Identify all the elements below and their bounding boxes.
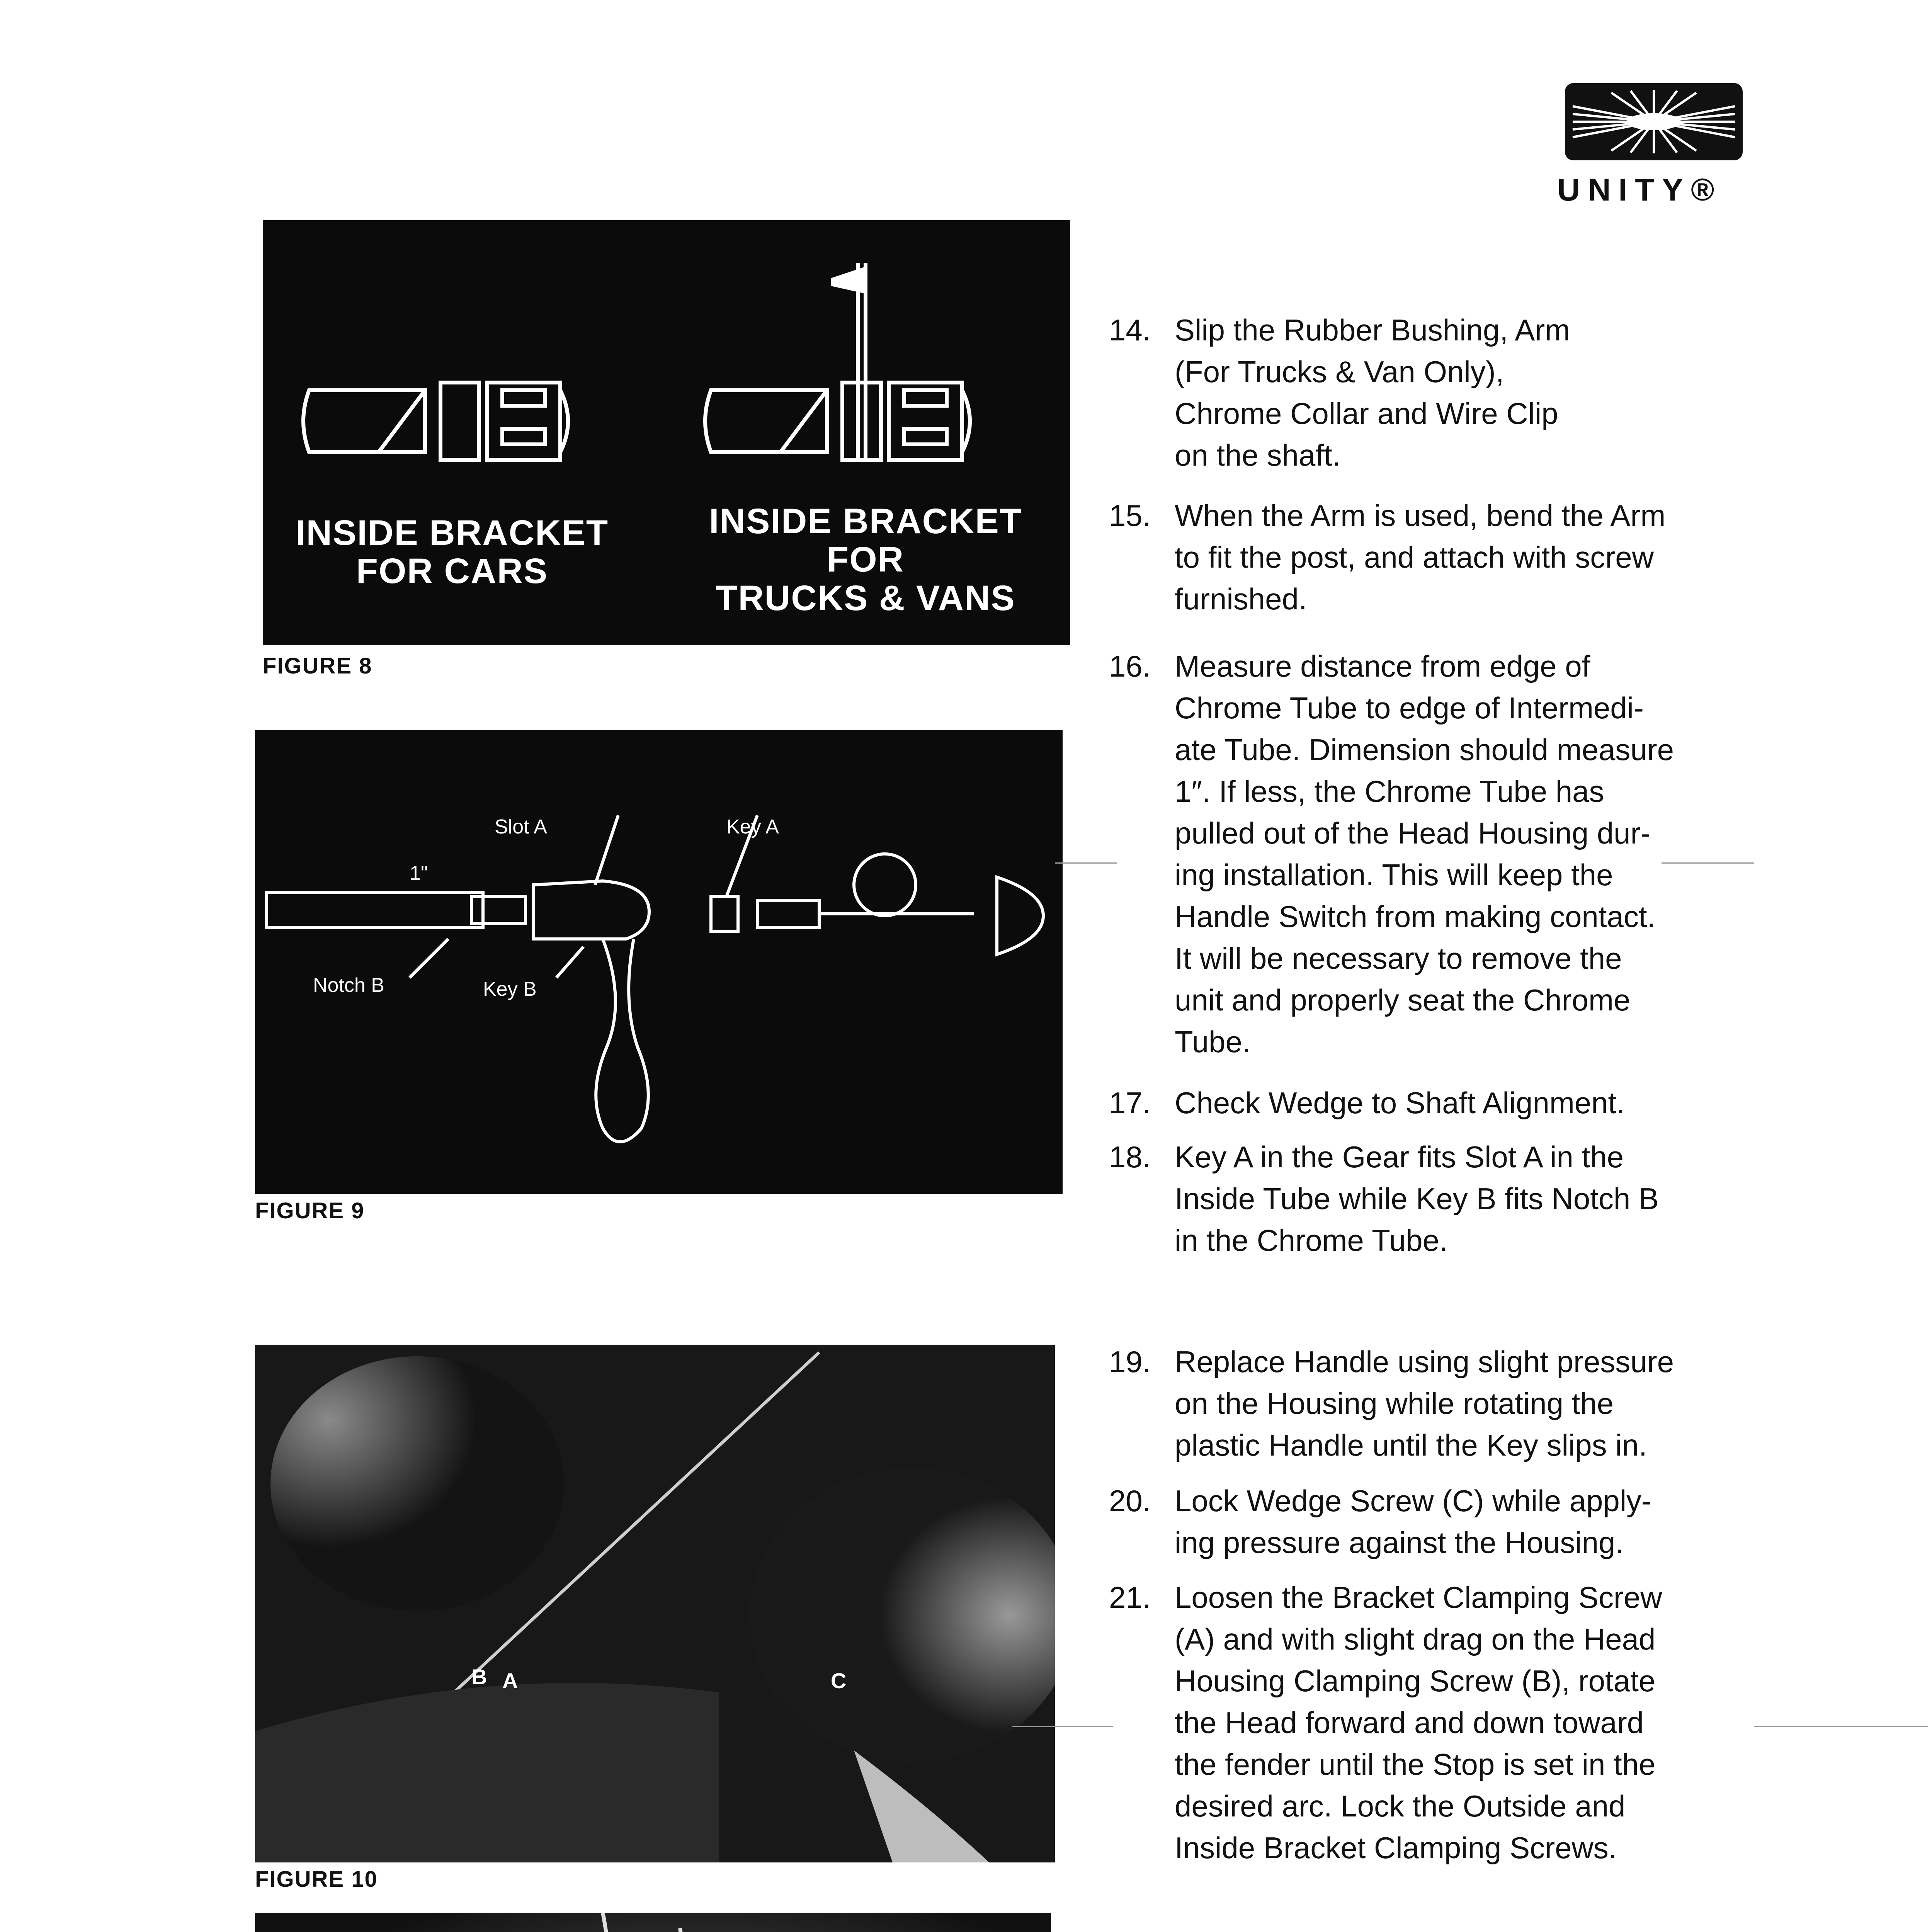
- step-number: 19.: [1109, 1345, 1151, 1379]
- figure-9-caption: FIGURE 9: [255, 1198, 365, 1223]
- step-number: 21.: [1109, 1580, 1151, 1614]
- step-number: 20.: [1109, 1484, 1151, 1518]
- step-number: 14.: [1109, 313, 1151, 347]
- scan-line: [1012, 1726, 1113, 1727]
- figure-8-illustration: [263, 220, 1070, 645]
- label-notch-b: Notch B: [313, 974, 384, 997]
- step-text: When the Arm is used, bend the Arm to fit the post, and attach with screw furnished.: [1175, 498, 1666, 616]
- figure-10-photo: [255, 1345, 1055, 1862]
- step-number: 16.: [1109, 649, 1151, 683]
- step-number: 15.: [1109, 498, 1151, 532]
- label-slot-a: Slot A: [495, 816, 547, 838]
- step-text: Slip the Rubber Bushing, Arm (For Trucks & Van Only), Chrome Collar and Wire Clip on the shaft.: [1175, 313, 1570, 472]
- step-number: 17.: [1109, 1086, 1151, 1120]
- step-text: Lock Wedge Screw (C) while apply- ing pressure against the Housing.: [1175, 1484, 1652, 1560]
- step-16: [1109, 645, 1932, 1063]
- fuse-panel-photo-icon: [255, 1913, 1051, 1932]
- step-21: [1109, 1577, 1932, 1869]
- brand-name: UNITY®: [1557, 172, 1722, 207]
- label-screw-b: B: [471, 1665, 488, 1689]
- label-screw-c: C: [831, 1668, 847, 1693]
- figure-8-caption: FIGURE 8: [263, 653, 372, 679]
- scan-line: [1754, 1726, 1928, 1727]
- label-dimension: 1": [410, 862, 428, 884]
- label-key-b: Key B: [483, 978, 537, 1000]
- scan-line: [1662, 862, 1754, 864]
- step-text: Loosen the Bracket Clamping Screw (A) and with slight drag on the Head Housing Clamping Screw (B), rotate the Head forward and down toward the fender until the Stop is set in the desired arc. Lock the Outside and Inside Bracket Clamping Screws.: [1175, 1580, 1662, 1865]
- step-text: Key A in the Gear fits Slot A in the Inside Tube while Key B fits Notch B in the Chrome Tube.: [1175, 1140, 1659, 1257]
- step-text: Measure distance from edge of Chrome Tube to edge of Intermedi- ate Tube. Dimension should measure 1″. If less, the Chrome Tube has pulled out of the Head Housing dur- ing installation. This will keep the Handle Switch from making contact. It will be necessary to remove the unit and properly seat the Chrome Tube.: [1175, 649, 1674, 1059]
- step-14: [1109, 309, 1932, 476]
- sunburst-logo-icon: [1565, 83, 1743, 160]
- handle-assembly-diagram-icon: [255, 730, 1063, 1194]
- figure-10-caption: FIGURE 10: [255, 1867, 378, 1892]
- step-text: Check Wedge to Shaft Alignment.: [1175, 1086, 1625, 1120]
- step-text: Replace Handle using slight pressure on the Housing while rotating the plastic Handle until the Key slips in.: [1175, 1345, 1674, 1462]
- figure-11-photo: [255, 1913, 1051, 1932]
- step-20: [1109, 1480, 1932, 1563]
- label-screw-a: A: [502, 1668, 519, 1693]
- step-19: [1109, 1341, 1932, 1466]
- step-15: [1109, 495, 1932, 620]
- label-key-a: Key A: [726, 816, 779, 838]
- figure-8-label-trucks: INSIDE BRACKET FOR TRUCKS & VANS: [709, 502, 1022, 618]
- step-18: [1109, 1136, 1932, 1261]
- step-17: [1109, 1082, 1932, 1124]
- unity-logo: [1557, 83, 1766, 207]
- figure-8-label-cars: INSIDE BRACKET FOR CARS: [295, 513, 609, 591]
- installation-photo-icon: [255, 1345, 1055, 1862]
- scan-line: [1055, 862, 1117, 864]
- step-number: 18.: [1109, 1140, 1151, 1174]
- figure-9-illustration: [255, 730, 1063, 1194]
